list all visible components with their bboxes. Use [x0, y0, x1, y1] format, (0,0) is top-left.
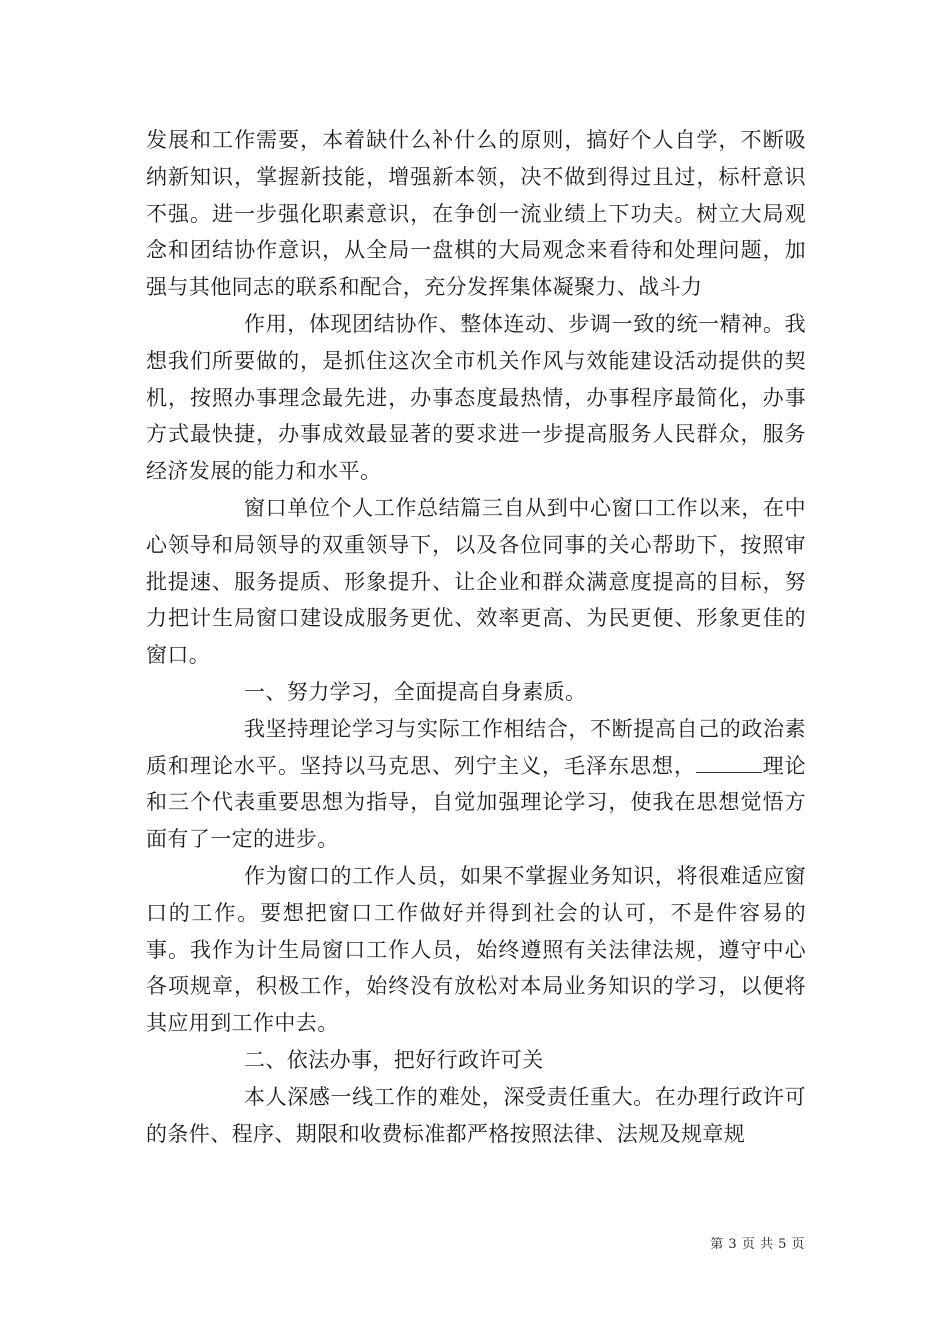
- paragraph-4-part-1: 我坚持理论学习与实际工作相结合，不断提高自己的政治素质和理论水平。坚持以马克思、列宁主义，毛泽东思想，: [146, 716, 806, 778]
- blank-underline: [696, 754, 762, 773]
- paragraph-1: 发展和工作需要，本着缺什么补什么的原则，搞好个人自学，不断吸纳新知识，掌握新技能，增强新本领，决不做到得过且过，标杆意识不强。进一步强化职素意识，在争创一流业绩上下功夫。树立大局观念和团结协作意识，从全局一盘棋的大局观念来看待和处理问题，加强与其他同志的联系和配合，充分发挥集体凝聚力、战斗力: [146, 128, 806, 300]
- paragraph-3: 窗口单位个人工作总结篇三自从到中心窗口工作以来，在中心领导和局领导的双重领导下，以及各位同事的关心帮助下，按照审批提速、服务提质、形象提升、让企业和群众满意度提高的目标，努力把计生局窗口建设成服务更优、效率更高、为民更便、形象更佳的窗口。: [146, 495, 806, 668]
- page-number: 第 3 页 共 5 页: [710, 1237, 805, 1252]
- paragraph-2: 作用，体现团结协作、整体连动、步调一致的统一精神。我想我们所要做的，是抓住这次全市机关作风与效能建设活动提供的契机，按照办事理念最先进，办事态度最热情，办事程序最简化，办事方式最快捷，办事成效最显著的要求进一步提高服务人民群众，服务经济发展的能力和水平。: [146, 311, 806, 484]
- section-heading-2: 二、依法办事，把好行政许可关: [244, 1047, 544, 1072]
- paragraph-6: 本人深感一线工作的难处，深受责任重大。在办理行政许可的条件、程序、期限和收费标准都严格按照法律、法规及规章规: [146, 1084, 806, 1146]
- paragraph-4: [146, 711, 806, 858]
- paragraph-5: 作为窗口的工作人员，如果不掌握业务知识，将很难适应窗口的工作。要想把窗口工作做好并得到社会的认可，不是件容易的事。我作为计生局窗口工作人员，始终遵照有关法律法规，遵守中心各项规章，积极工作，始终没有放松对本局业务知识的学习，以便将其应用到工作中去。: [146, 863, 806, 1036]
- section-heading-1: 一、努力学习，全面提高自身素质。: [244, 679, 587, 704]
- document-body: [146, 122, 806, 1152]
- paragraph-4-part-2: 理论和三个代表重要思想为指导，自觉加强理论学习，使我在思想觉悟方面有了一定的进步。: [146, 753, 806, 852]
